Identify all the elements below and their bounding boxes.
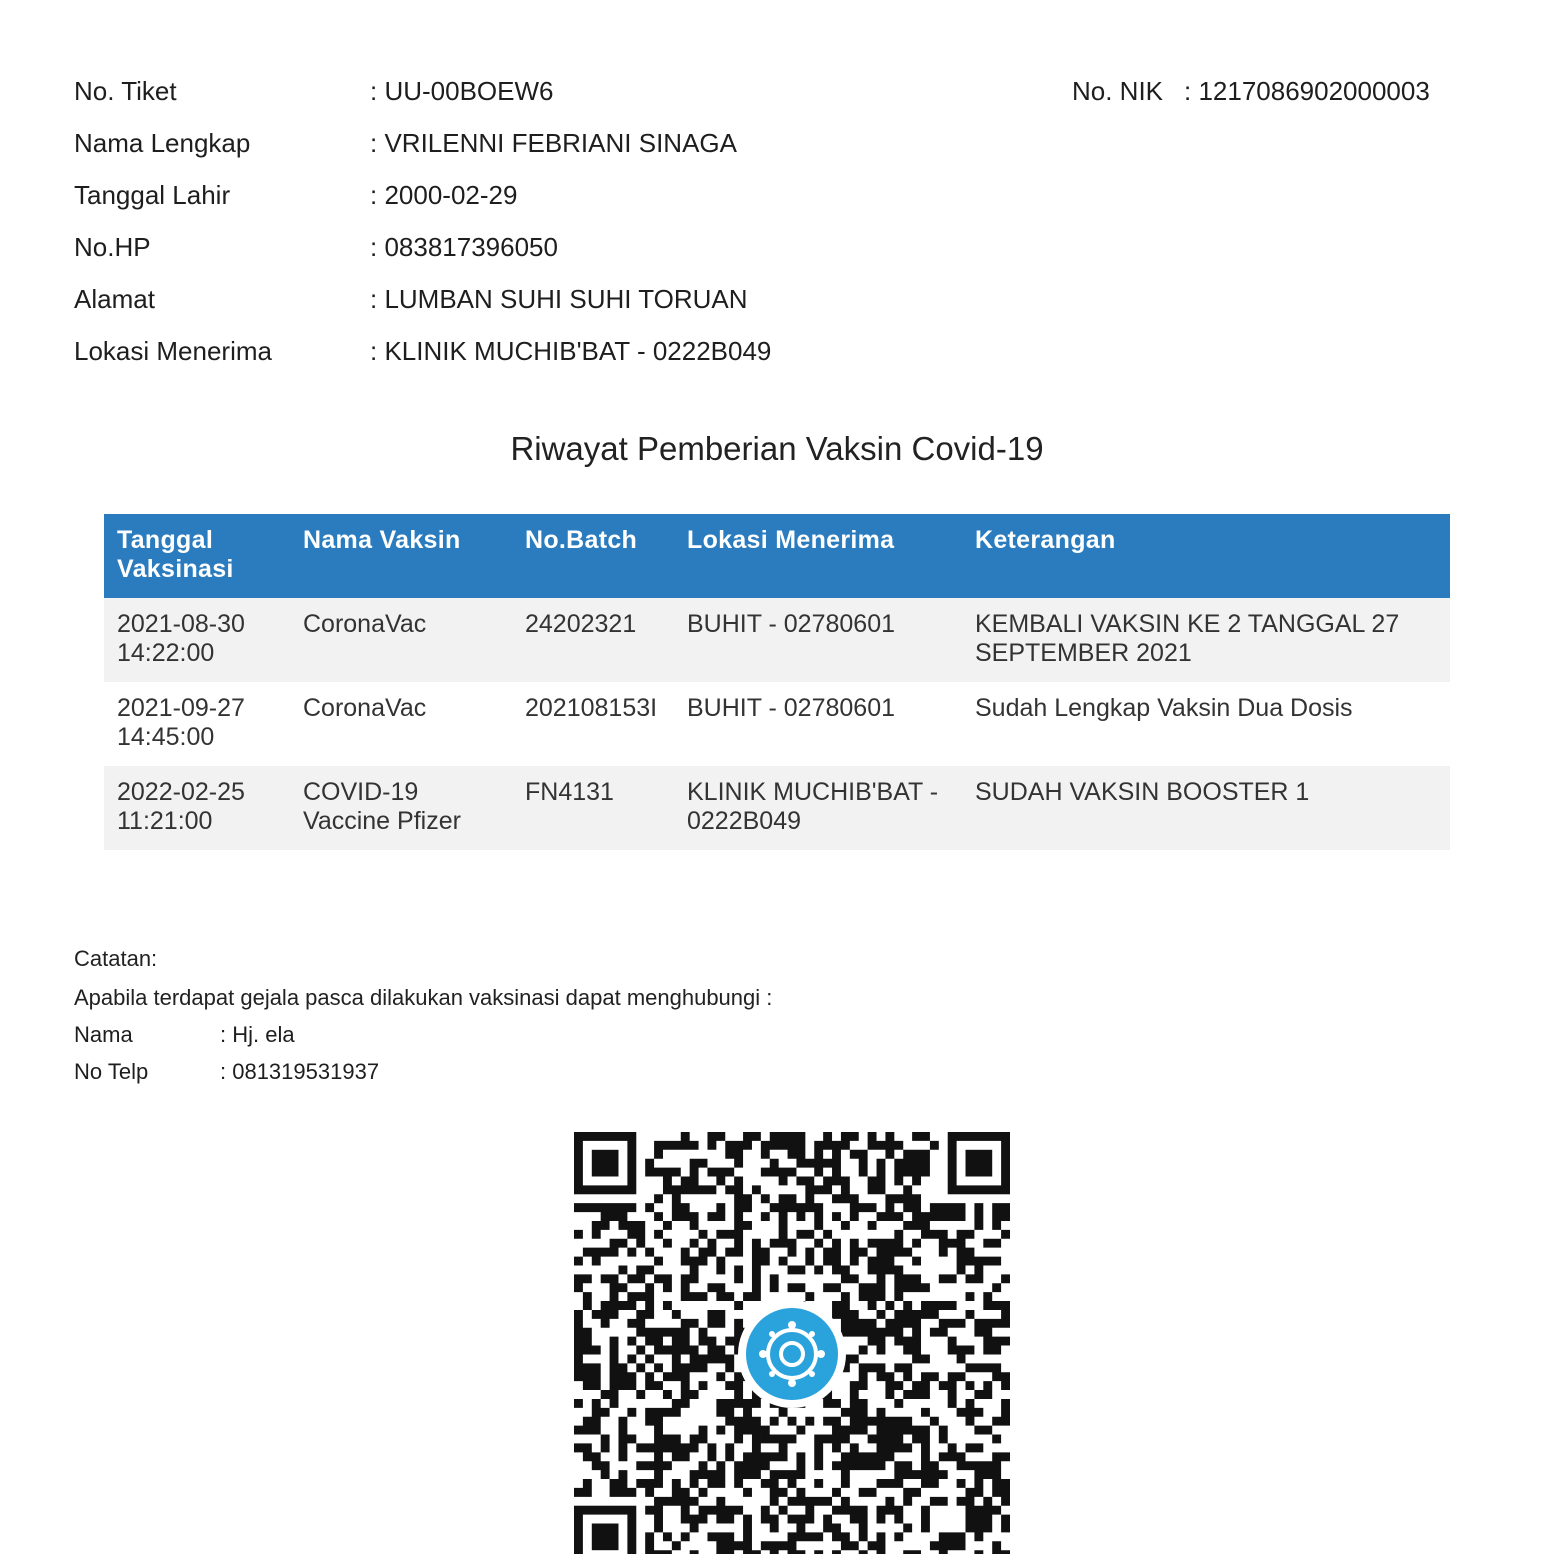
cell-note: Sudah Lengkap Vaksin Dua Dosis — [962, 682, 1450, 766]
contact-name-label: Nama — [74, 1022, 133, 1047]
table-row — [104, 682, 1450, 766]
date-text: 2021-08-30 — [117, 610, 245, 638]
cell-location: KLINIK MUCHIB'BAT - 0222B049 — [674, 766, 962, 850]
ticket-label: No. Tiket — [74, 75, 177, 106]
date-text: 2022-02-25 — [117, 778, 245, 806]
cell-date — [104, 598, 290, 682]
name-value: : VRILENNI FEBRIANI SINAGA — [370, 127, 737, 158]
cell-note: SUDAH VAKSIN BOOSTER 1 — [962, 766, 1450, 850]
phone-value: : 083817396050 — [370, 231, 558, 262]
dob-value: : 2000-02-29 — [370, 179, 518, 210]
cell-date — [104, 682, 290, 766]
header-location: Lokasi Menerima — [674, 514, 962, 598]
cell-batch: 202108153I — [512, 682, 674, 766]
cell-batch: FN4131 — [512, 766, 674, 850]
ticket-value: : UU-00BOEW6 — [370, 75, 554, 106]
time-text: 14:22:00 — [117, 639, 215, 667]
phone-label: No.HP — [74, 231, 151, 262]
nik-row — [1072, 74, 1430, 108]
cell-location: BUHIT - 02780601 — [674, 682, 962, 766]
vaccination-table — [104, 514, 1450, 850]
cell-batch: 24202321 — [512, 598, 674, 682]
contact-phone-label: No Telp — [74, 1059, 149, 1084]
table-row — [104, 766, 1450, 850]
contact-name-value: : Hj. ela — [220, 1022, 295, 1047]
cell-vaccine: CoronaVac — [290, 682, 512, 766]
address-value: : LUMBAN SUHI SUHI TORUAN — [370, 283, 748, 314]
date-text: 2021-09-27 — [117, 694, 245, 722]
header-note: Keterangan — [962, 514, 1450, 598]
header-vaccine: Nama Vaksin — [290, 514, 512, 598]
name-label: Nama Lengkap — [74, 127, 251, 158]
address-row — [74, 282, 748, 316]
dob-label: Tanggal Lahir — [74, 179, 231, 210]
cell-vaccine: COVID-19 Vaccine Pfizer — [290, 766, 512, 850]
table-header-row — [104, 514, 1450, 598]
contact-phone-value: : 081319531937 — [220, 1059, 380, 1084]
table-row — [104, 598, 1450, 682]
time-text: 14:45:00 — [117, 723, 215, 751]
ticket-row — [74, 74, 554, 108]
cell-note: KEMBALI VAKSIN KE 2 TANGGAL 27 SEPTEMBER 2021 — [962, 598, 1450, 682]
location-label: Lokasi Menerima — [74, 335, 272, 366]
notes-heading: Catatan: — [74, 946, 158, 971]
contact-phone-row — [74, 1059, 379, 1085]
history-title: Riwayat Pemberian Vaksin Covid-19 — [510, 430, 1044, 467]
header-batch: No.Batch — [512, 514, 674, 598]
pedulilindungi-logo-icon — [746, 1308, 838, 1400]
time-text: 11:21:00 — [117, 807, 213, 835]
phone-row — [74, 230, 558, 264]
cell-date — [104, 766, 290, 850]
name-row — [74, 126, 737, 160]
dob-row — [74, 178, 517, 212]
cell-location: BUHIT - 02780601 — [674, 598, 962, 682]
header-date: Tanggal Vaksinasi — [104, 514, 290, 598]
location-value: : KLINIK MUCHIB'BAT - 0222B049 — [370, 335, 772, 366]
notes-instruction: Apabila terdapat gejala pasca dilakukan vaksinasi dapat menghubungi : — [74, 985, 773, 1010]
nik-value: : 1217086902000003 — [1184, 75, 1430, 106]
cell-vaccine: CoronaVac — [290, 598, 512, 682]
location-row — [74, 334, 771, 368]
contact-name-row — [74, 1022, 295, 1048]
nik-label: No. NIK — [1072, 75, 1164, 106]
address-label: Alamat — [74, 283, 155, 314]
